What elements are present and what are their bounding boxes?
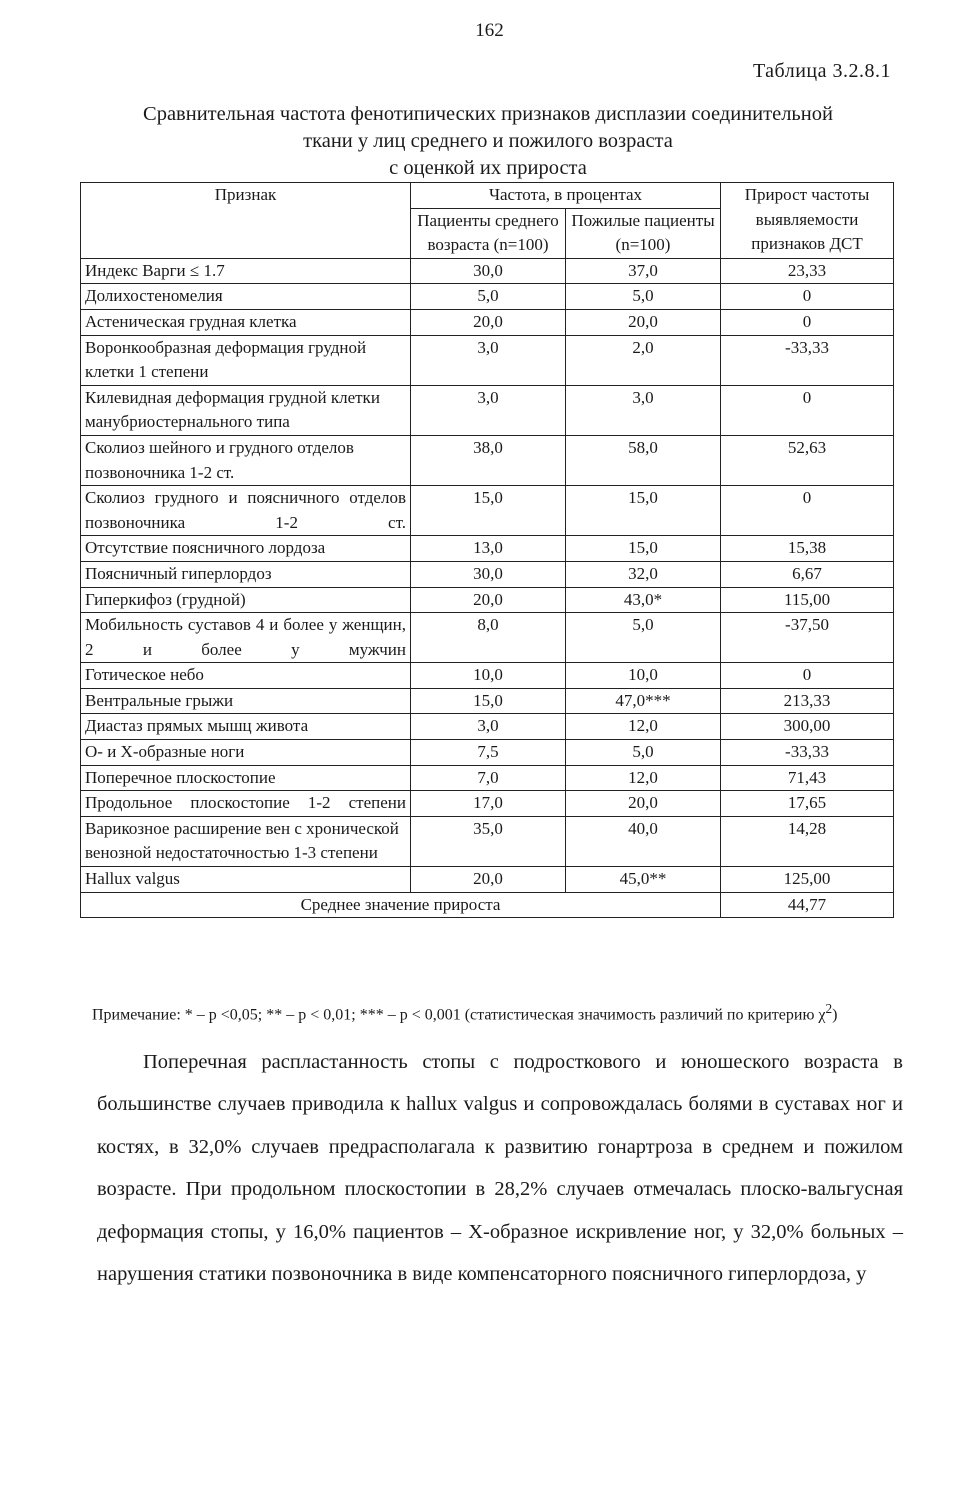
elderly-value: 58,0 <box>566 435 721 485</box>
table-row <box>81 816 894 866</box>
table-row <box>81 536 894 562</box>
table-row <box>81 435 894 485</box>
middle-age-value: 10,0 <box>411 663 566 689</box>
middle-age-value: 7,0 <box>411 765 566 791</box>
growth-value: 15,38 <box>721 536 894 562</box>
feature-cell: Варикозное расширение вен с хронической венозной недостаточностью 1-3 степени <box>81 816 411 866</box>
middle-age-value: 35,0 <box>411 816 566 866</box>
header-feature: Признак <box>81 183 411 259</box>
middle-age-value: 3,0 <box>411 335 566 385</box>
growth-value: 300,00 <box>721 714 894 740</box>
table-note <box>92 997 882 1027</box>
table-body <box>81 258 894 892</box>
page-number: 162 <box>475 20 504 41</box>
table-row <box>81 284 894 310</box>
growth-value: 115,00 <box>721 587 894 613</box>
middle-age-value: 7,5 <box>411 740 566 766</box>
table-row <box>81 309 894 335</box>
feature-cell: Астеническая грудная клетка <box>81 309 411 335</box>
header-frequency-group: Частота, в процентах <box>411 183 721 209</box>
feature-cell: Гиперкифоз (грудной) <box>81 587 411 613</box>
elderly-value: 5,0 <box>566 284 721 310</box>
table-row <box>81 791 894 817</box>
table-row <box>81 867 894 893</box>
table-caption <box>70 101 906 182</box>
table-row <box>81 714 894 740</box>
mean-value: 44,77 <box>721 892 894 918</box>
middle-age-value: 30,0 <box>411 561 566 587</box>
growth-value: 0 <box>721 385 894 435</box>
header-middle-age: Пациенты среднего возраста (n=100) <box>411 208 566 258</box>
table-row <box>81 486 894 536</box>
middle-age-value: 15,0 <box>411 688 566 714</box>
note-closing: ) <box>832 1006 838 1024</box>
elderly-value: 37,0 <box>566 258 721 284</box>
table-row <box>81 663 894 689</box>
table-row <box>81 613 894 663</box>
growth-value: 213,33 <box>721 688 894 714</box>
mean-label: Среднее значение прироста <box>81 892 721 918</box>
feature-cell: Диастаз прямых мышц живота <box>81 714 411 740</box>
note-superscript: 2 <box>825 1001 833 1016</box>
elderly-value: 47,0*** <box>566 688 721 714</box>
header-growth: Прирост частоты выявляемости признаков ДСТ <box>721 183 894 259</box>
middle-age-value: 20,0 <box>411 587 566 613</box>
middle-age-value: 17,0 <box>411 791 566 817</box>
caption-line-2: ткани у лиц среднего и пожилого возраста <box>303 130 673 152</box>
growth-value: 23,33 <box>721 258 894 284</box>
middle-age-value: 3,0 <box>411 385 566 435</box>
middle-age-value: 8,0 <box>411 613 566 663</box>
table-row <box>81 740 894 766</box>
elderly-value: 20,0 <box>566 791 721 817</box>
middle-age-value: 5,0 <box>411 284 566 310</box>
growth-value: 0 <box>721 284 894 310</box>
growth-value: 0 <box>721 309 894 335</box>
table-row <box>81 258 894 284</box>
table-row <box>81 385 894 435</box>
growth-value: -33,33 <box>721 740 894 766</box>
growth-value: 0 <box>721 663 894 689</box>
elderly-value: 10,0 <box>566 663 721 689</box>
header-elderly: Пожилые пациенты (n=100) <box>566 208 721 258</box>
elderly-value: 32,0 <box>566 561 721 587</box>
feature-cell: Поперечное плоскостопие <box>81 765 411 791</box>
growth-value: 0 <box>721 486 894 536</box>
growth-value: 6,67 <box>721 561 894 587</box>
feature-cell: Сколиоз грудного и поясничного отделов позвоночника 1-2 ст. <box>81 486 411 536</box>
elderly-value: 3,0 <box>566 385 721 435</box>
mean-row <box>81 892 894 918</box>
elderly-value: 5,0 <box>566 740 721 766</box>
elderly-value: 20,0 <box>566 309 721 335</box>
growth-value: 17,65 <box>721 791 894 817</box>
feature-cell: Сколиоз шейного и грудного отделов позвоночника 1-2 ст. <box>81 435 411 485</box>
table-row <box>81 561 894 587</box>
middle-age-value: 30,0 <box>411 258 566 284</box>
feature-cell: О- и Х-образные ноги <box>81 740 411 766</box>
feature-cell: Килевидная деформация грудной клетки манубриостернального типа <box>81 385 411 435</box>
elderly-value: 45,0** <box>566 867 721 893</box>
body-paragraph: Поперечная распластанность стопы с подросткового и юношеского возраста в большинстве случаев приводила к hallux valgus и сопровождалась болями в суставах ног и костях, в 32,0% случаев предрасполагала к развитию гонартроза в среднем и пожилом возрасте. При продольном плоскостопии в 28,2% случаев отмечалась плоско-вальгусная деформация стопы, у 16,0% пациентов – Х-образное искривление ног, у 32,0% больных – нарушения статики позвоночника в виде компенсаторного поясничного гиперлордоза, у <box>97 1051 903 1286</box>
middle-age-value: 3,0 <box>411 714 566 740</box>
elderly-value: 15,0 <box>566 536 721 562</box>
table-row <box>81 688 894 714</box>
elderly-value: 15,0 <box>566 486 721 536</box>
middle-age-value: 20,0 <box>411 309 566 335</box>
growth-value: -33,33 <box>721 335 894 385</box>
caption-line-1: Сравнительная частота фенотипических признаков дисплазии соединительной <box>143 103 833 125</box>
elderly-value: 2,0 <box>566 335 721 385</box>
feature-cell: Готическое небо <box>81 663 411 689</box>
frequency-table <box>80 182 894 918</box>
feature-cell: Воронкообразная деформация грудной клетки 1 степени <box>81 335 411 385</box>
feature-cell: Hallux valgus <box>81 867 411 893</box>
elderly-value: 12,0 <box>566 765 721 791</box>
table-row <box>81 765 894 791</box>
growth-value: 14,28 <box>721 816 894 866</box>
middle-age-value: 20,0 <box>411 867 566 893</box>
elderly-value: 40,0 <box>566 816 721 866</box>
growth-value: 71,43 <box>721 765 894 791</box>
table-label: Таблица 3.2.8.1 <box>752 60 891 82</box>
elderly-value: 43,0* <box>566 587 721 613</box>
feature-cell: Долихостеномелия <box>81 284 411 310</box>
feature-cell: Поясничный гиперлордоз <box>81 561 411 587</box>
growth-value: 125,00 <box>721 867 894 893</box>
feature-cell: Вентральные грыжи <box>81 688 411 714</box>
middle-age-value: 13,0 <box>411 536 566 562</box>
caption-line-3: с оценкой их прироста <box>389 157 587 179</box>
elderly-value: 5,0 <box>566 613 721 663</box>
feature-cell: Индекс Варги ≤ 1.7 <box>81 258 411 284</box>
feature-cell: Отсутствие поясничного лордоза <box>81 536 411 562</box>
feature-cell: Продольное плоскостопие 1-2 степени <box>81 791 411 817</box>
elderly-value: 12,0 <box>566 714 721 740</box>
table-row <box>81 335 894 385</box>
growth-value: 52,63 <box>721 435 894 485</box>
feature-cell: Мобильность суставов 4 и более у женщин, 2 и более у мужчин <box>81 613 411 663</box>
middle-age-value: 38,0 <box>411 435 566 485</box>
growth-value: -37,50 <box>721 613 894 663</box>
middle-age-value: 15,0 <box>411 486 566 536</box>
table-row <box>81 587 894 613</box>
note-text: Примечание: * – p <0,05; ** – p < 0,01; *** – p < 0,001 (статистическая значимость различий по критерию χ <box>92 1006 826 1024</box>
